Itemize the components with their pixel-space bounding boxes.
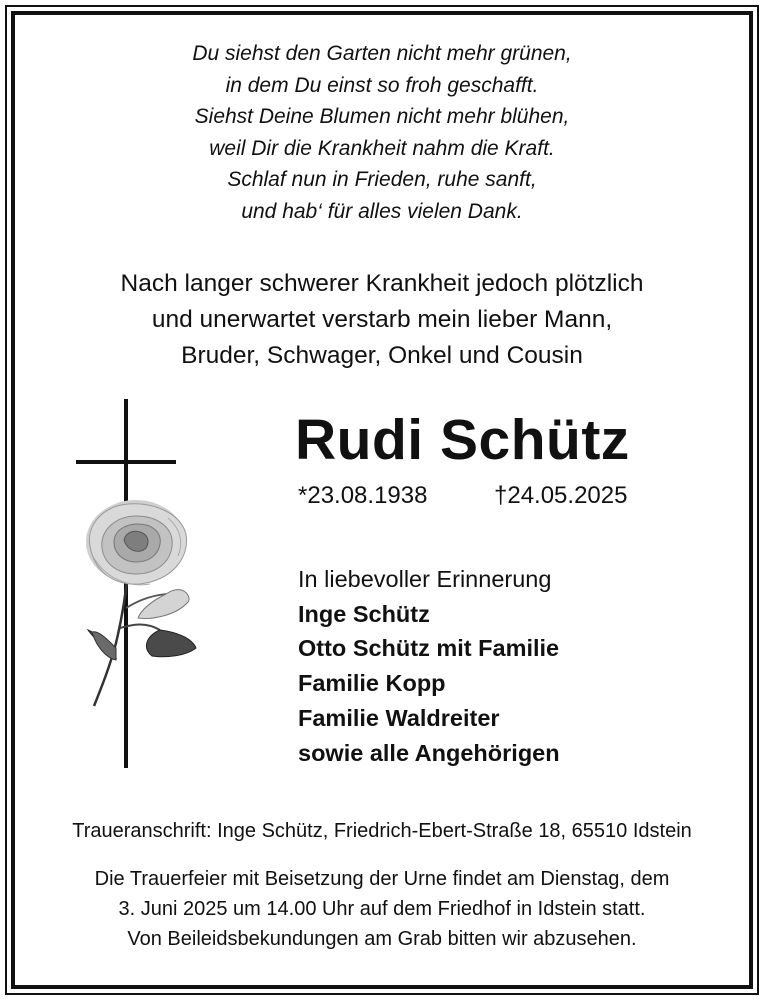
ceremony-line: 3. Juni 2025 um 14.00 Uhr auf dem Friedhof in Idstein statt. [118, 898, 646, 920]
ceremony-info [0, 864, 764, 954]
birth-date: *23.08.1938 [298, 482, 428, 509]
ceremony-line: Die Trauerfeier mit Beisetzung der Urne findet am Dienstag, dem [94, 868, 670, 890]
cross-icon-bar [76, 460, 176, 464]
mourning-address: Traueranschrift: Inge Schütz, Friedrich-Ebert-Straße 18, 65510 Idstein [72, 820, 692, 842]
ceremony-line: Von Beileidsbekundungen am Grab bitten wir abzusehen. [127, 928, 637, 950]
poem-line: und hab‘ für alles vielen Dank. [241, 199, 523, 223]
poem [0, 38, 764, 227]
poem-line: weil Dir die Krankheit nahm die Kraft. [209, 136, 555, 160]
life-dates [298, 480, 628, 512]
poem-line: in dem Du einst so froh geschafft. [225, 73, 539, 97]
poem-line: Du siehst den Garten nicht mehr grünen, [192, 42, 572, 65]
mourner-name: Familie Kopp [298, 670, 446, 697]
mourner-name: Otto Schütz mit Familie [298, 635, 560, 662]
deceased-name: Rudi Schütz [295, 408, 630, 472]
poem-line: Siehst Deine Blumen nicht mehr blühen, [194, 105, 570, 128]
mourner-name: sowie alle Angehörigen [298, 739, 560, 766]
mourner-name: Familie Waldreiter [298, 704, 500, 731]
announcement-line: und unerwartet verstarb mein lieber Mann, [151, 306, 613, 333]
mourners-intro: In liebevoller Erinnerung [298, 566, 552, 592]
announcement-line: Nach langer schwerer Krankheit jedoch plötzlich [120, 270, 644, 297]
death-date: †24.05.2025 [494, 482, 628, 509]
rose-icon [76, 498, 200, 710]
announcement-line: Bruder, Schwager, Onkel und Cousin [181, 342, 583, 369]
death-announcement [0, 266, 764, 374]
mourner-name: Inge Schütz [298, 600, 430, 627]
poem-line: Schlaf nun in Frieden, ruhe sanft, [227, 168, 537, 191]
mourners [298, 562, 560, 770]
